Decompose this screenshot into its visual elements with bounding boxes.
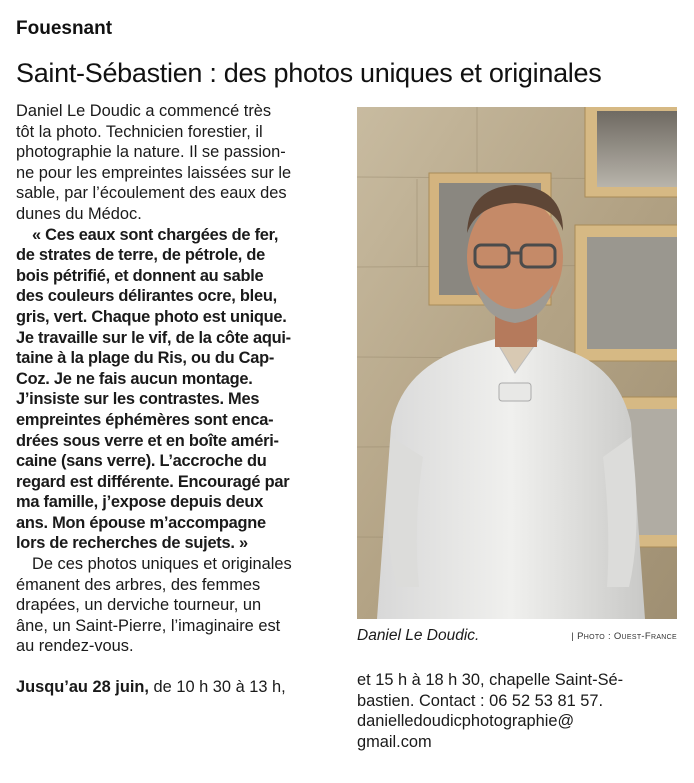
continued-line: bastien. Contact : 06 52 53 81 57. [357, 691, 604, 710]
quote-paragraph [16, 225, 334, 555]
intro-line: ne pour les empreintes laissées sur le [16, 163, 292, 182]
intro-line: sable, par l’écoulement des eaux des [16, 184, 287, 203]
quote-line: de strates de terre, de pétrole, de [16, 246, 266, 265]
continued-line: et 15 h à 18 h 30, chapelle Saint-Sé- [357, 671, 624, 689]
photo-caption [357, 627, 677, 647]
quote-line: caine (sans verre). L’accroche du [16, 452, 267, 471]
quote-line: lors de recherches de sujets. » [16, 534, 248, 553]
continued-paragraph [357, 670, 677, 752]
dates-rest: de 10 h 30 à 13 h, [148, 678, 286, 697]
intro-line: photographie la nature. Il se passion- [16, 143, 286, 162]
contact-email: gmail.com [357, 732, 432, 751]
description-paragraph [16, 554, 334, 657]
quote-line: regard est différente. Encouragé par [16, 472, 290, 491]
quote-line: « Ces eaux sont chargées de fer, [32, 225, 279, 244]
quote-line: ans. Mon épouse m’accompagne [16, 513, 266, 532]
quote-line: des couleurs délirantes ocre, bleu, [16, 287, 277, 306]
contact-email: danielledoudicphotographie@ [357, 712, 575, 731]
body-line: drapées, un derviche tourneur, un [16, 596, 262, 615]
article-headline: Saint-Sébastien : des photos uniques et originales [16, 58, 602, 88]
intro-line: tôt la photo. Technicien forestier, il [16, 122, 263, 141]
credit-text: | Photo : Ouest-France [571, 631, 677, 642]
quote-line: Coz. Je ne fais aucun montage. [16, 369, 253, 388]
exhibition-dates [16, 677, 334, 698]
body-line: émanent des arbres, des femmes [16, 575, 261, 594]
body-line: âne, un Saint-Pierre, l’imaginaire est [16, 616, 281, 635]
photo-credit [571, 631, 677, 642]
portrait-illustration [357, 107, 677, 619]
quote-line: Je travaille sur le vif, de la côte aqui- [16, 328, 291, 347]
body-line: au rendez-vous. [16, 637, 134, 656]
quote-line: drées sous verre et en boîte améri- [16, 431, 279, 450]
article-body-left [16, 101, 334, 698]
intro-paragraph [16, 101, 334, 225]
body-line: De ces photos uniques et originales [32, 555, 292, 574]
article-photo [357, 107, 677, 619]
quote-line: empreintes éphémères sont enca- [16, 410, 274, 429]
quote-line: J’insiste sur les contrastes. Mes [16, 390, 260, 409]
dates-line [16, 677, 334, 698]
section-kicker: Fouesnant [16, 18, 113, 39]
article-body-right [357, 670, 677, 752]
caption-text: Daniel Le Doudic. [357, 627, 480, 644]
quote-line: taine à la plage du Ris, ou du Cap- [16, 349, 275, 368]
dates-lead: Jusqu’au 28 juin, [16, 678, 149, 697]
intro-line: dunes du Médoc. [16, 204, 142, 223]
quote-line: gris, vert. Chaque photo est unique. [16, 307, 287, 326]
quote-line: bois pétrifié, et donnent au sable [16, 266, 264, 285]
intro-line: Daniel Le Doudic a commencé très [16, 102, 272, 120]
quote-line: ma famille, j’expose depuis deux [16, 493, 264, 512]
